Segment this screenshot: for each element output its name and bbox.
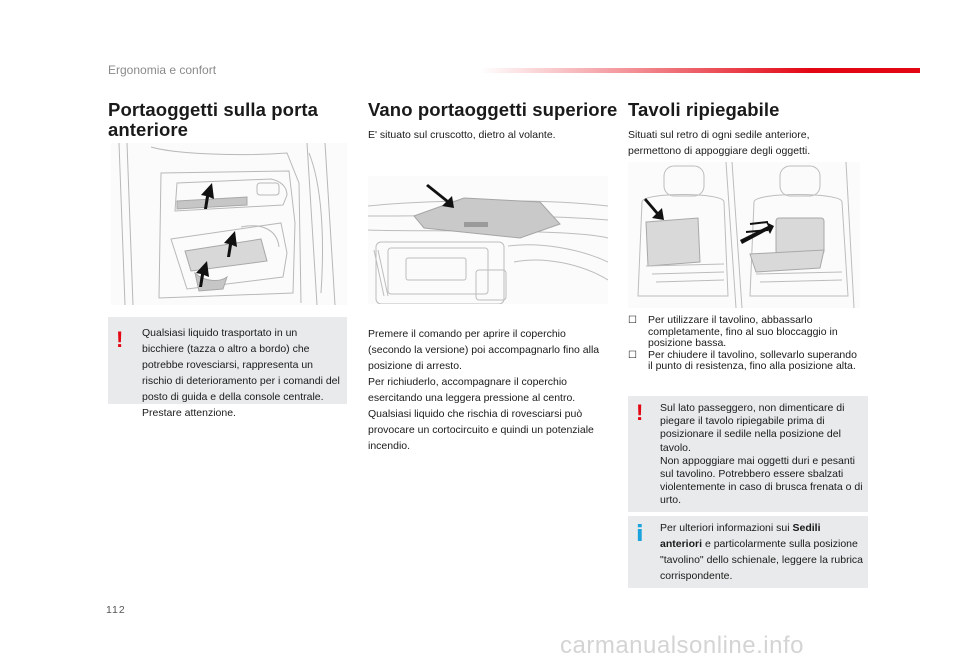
door-storage-title-line2: anteriore	[108, 119, 189, 140]
bullet-item-close-table	[628, 350, 868, 373]
folding-tables-warning-box	[628, 396, 868, 512]
upper-storage-intro: E' situato sul cruscotto, dietro al volante.	[368, 129, 556, 141]
watermark: carmanualsonline.info	[560, 632, 804, 659]
folding-tables-title: Tavoli ripiegabile	[628, 99, 780, 120]
page-number: 112	[106, 604, 126, 616]
folding-tables-warning-text: Sul lato passeggero, non dimenticare di piegare il tavolo ripiegabile prima di posizionare il sedile nella posizione del tavolo. Non appoggiare mai oggetti duri e pesanti sul tavolino. Potrebbero essere sbalzati violentemente in caso di brusca frenata o di urto.	[660, 402, 863, 507]
info-link-front-seats[interactable]: Sedili anteriori	[660, 522, 821, 550]
bullet-item-open-table	[628, 315, 868, 350]
exclamation-icon: !	[116, 327, 124, 352]
bullet-text-open-table: Per utilizzare il tavolino, abbassarlo completamente, fino al suo bloccaggio in posizione bassa.	[648, 314, 838, 349]
upper-storage-title: Vano portaoggetti superiore	[368, 99, 618, 120]
folding-tables-info-box	[628, 516, 868, 588]
upper-storage-illustration	[368, 176, 608, 304]
door-storage-warning-box	[108, 317, 347, 419]
upper-storage-instructions: Premere il comando per aprire il coperchio (secondo la versione) poi accompagnarlo fino alla posizione di arresto. Per richiuderlo, accompagnare il coperchio esercitando una leggera pressione al centro. Qualsiasi liquido che rischia di rovesciarsi può provocare un cortocircuito e quindi un potenziale incendio.	[368, 328, 600, 452]
info-icon: i	[636, 522, 644, 547]
door-storage-warning-text: Qualsiasi liquido trasportato in un bicchiere (tazza o altro a bordo) che potrebbe rovesciarsi, rappresenta un rischio di deterioramento per i comandi del posto di guida e della console centrale. Prestare attenzione.	[142, 327, 340, 419]
door-storage-illustration	[111, 143, 347, 305]
checkbox-bullet-icon: ☐	[628, 315, 637, 326]
header-accent-bar	[480, 68, 920, 73]
info-text-post: e particolarmente sulla posizione "tavolino" dello schienale, leggere la rubrica corrispondente.	[660, 538, 863, 582]
door-storage-title-line1: Portaoggetti sulla porta	[108, 99, 319, 120]
exclamation-icon: !	[636, 400, 644, 425]
info-text-pre: Per ulteriori informazioni sui	[660, 522, 790, 534]
door-storage-title	[108, 100, 338, 140]
bullet-text-close-table: Per chiudere il tavolino, sollevarlo superando il punto di resistenza, fino alla posizione alta.	[648, 348, 857, 372]
checkbox-bullet-icon: ☐	[628, 349, 637, 361]
folding-tables-info-text	[660, 520, 864, 584]
folding-tables-illustration	[628, 162, 860, 308]
folding-tables-intro: Situati sul retro di ogni sedile anteriore, permettono di appoggiare degli oggetti.	[628, 129, 811, 157]
folding-tables-bullets	[628, 315, 868, 373]
section-title: Ergonomia e confort	[108, 63, 217, 77]
